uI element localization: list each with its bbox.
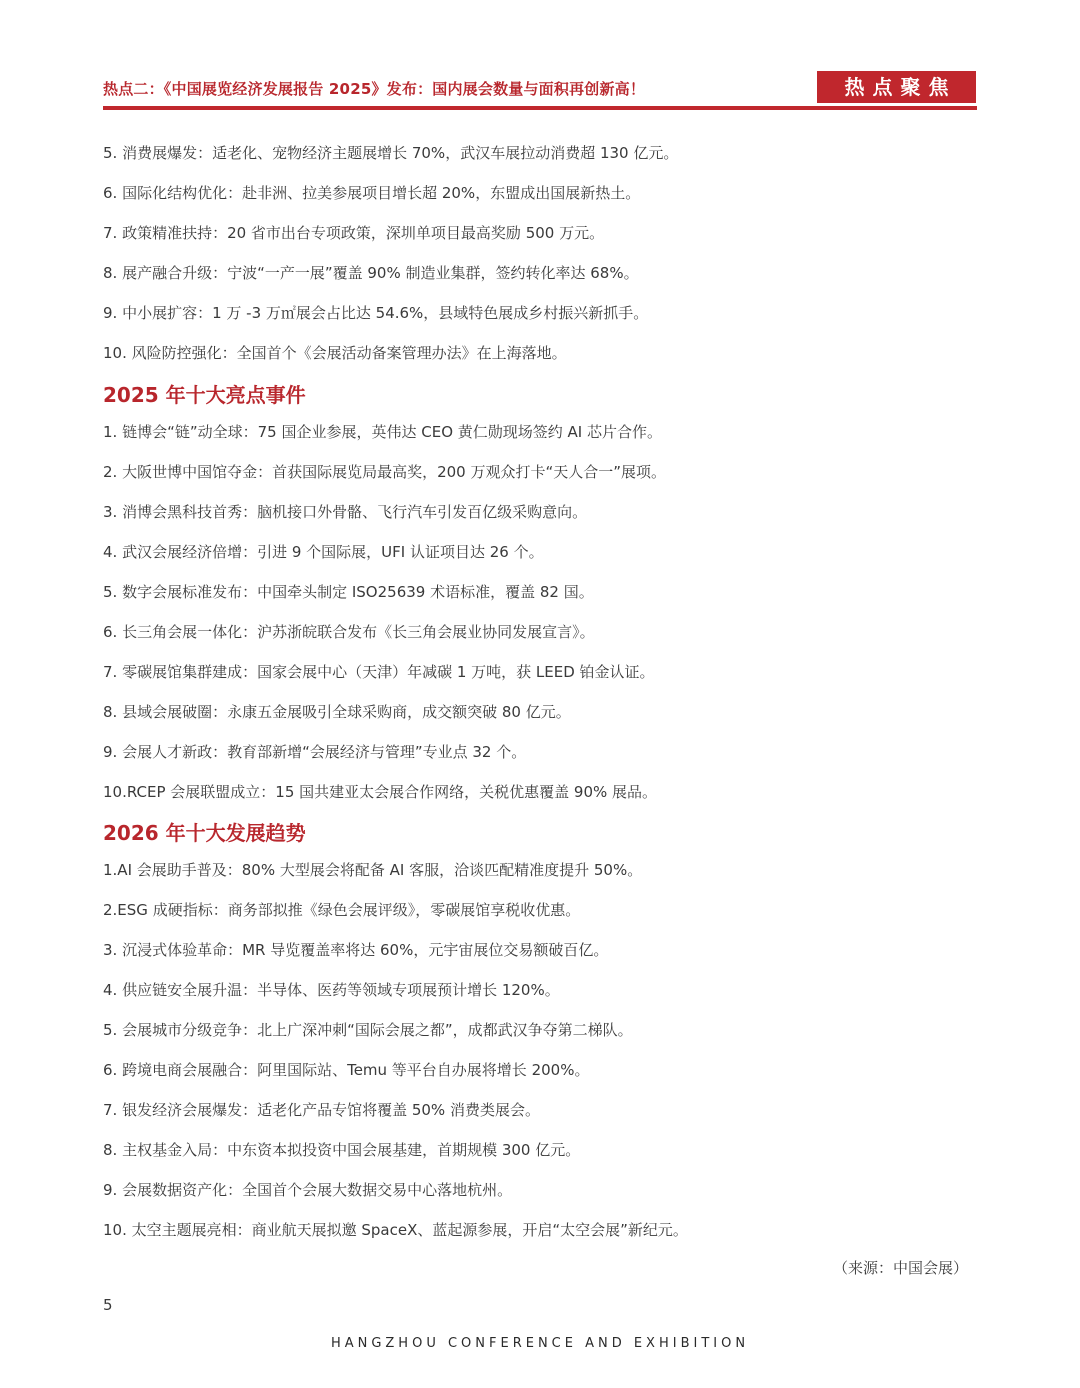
list-item: 8. 展产融合升级：宁波“一产一展”覆盖 90% 制造业集群，签约转化率达 68%。 xyxy=(103,264,639,282)
section-heading-2025: 2025 年十大亮点事件 xyxy=(103,383,306,407)
list-item: 6. 跨境电商会展融合：阿里国际站、Temu 等平台自办展将增长 200%。 xyxy=(103,1061,590,1079)
source-note: （来源：中国会展） xyxy=(832,1259,968,1277)
trends-2026-list xyxy=(103,850,983,1250)
list-item: 4. 供应链安全展升温：半导体、医药等领域专项展预计增长 120%。 xyxy=(103,981,560,999)
list-item: 5. 会展城市分级竞争：北上广深冲刺“国际会展之都”，成都武汉争夺第二梯队。 xyxy=(103,1021,633,1039)
page-number: 5 xyxy=(103,1296,113,1314)
section-heading-2026: 2026 年十大发展趋势 xyxy=(103,821,306,845)
list-item: 3. 消博会黑科技首秀：脑机接口外骨骼、飞行汽车引发百亿级采购意向。 xyxy=(103,503,588,521)
list-item: 5. 消费展爆发：适老化、宠物经济主题展增长 70%，武汉车展拉动消费超 130 亿元。 xyxy=(103,144,679,162)
list-item: 2. 大阪世博中国馆夺金：首获国际展览局最高奖，200 万观众打卡“天人合一”展项。 xyxy=(103,463,667,481)
highlights-2025-list xyxy=(103,412,983,812)
list-item: 4. 武汉会展经济倍增：引进 9 个国际展，UFI 认证项目达 26 个。 xyxy=(103,543,544,561)
list-item: 7. 银发经济会展爆发：适老化产品专馆将覆盖 50% 消费类展会。 xyxy=(103,1101,540,1119)
section-badge: 热点聚焦 xyxy=(817,71,976,103)
list-item: 10.RCEP 会展联盟成立：15 国共建亚太会展合作网络，关税优惠覆盖 90% 展品。 xyxy=(103,783,658,801)
list-item: 5. 数字会展标准发布：中国牵头制定 ISO25639 术语标准，覆盖 82 国。 xyxy=(103,583,594,601)
list-item: 3. 沉浸式体验革命：MR 导览覆盖率将达 60%，元宇宙展位交易额破百亿。 xyxy=(103,941,609,959)
list-item: 9. 会展数据资产化：全国首个会展大数据交易中心落地杭州。 xyxy=(103,1181,513,1199)
list-item: 6. 国际化结构优化：赴非洲、拉美参展项目增长超 20%，东盟成出国展新热土。 xyxy=(103,184,641,202)
list-item: 9. 中小展扩容：1 万 -3 万㎡展会占比达 54.6%，县域特色展成乡村振兴新抓手。 xyxy=(103,304,649,322)
header-divider xyxy=(103,106,977,110)
list-item: 2.ESG 成硬指标：商务部拟推《绿色会展评级》，零碳展馆享税收优惠。 xyxy=(103,901,581,919)
list-item: 1. 链博会“链”动全球：75 国企业参展，英伟达 CEO 黄仁勋现场签约 AI 芯片合作。 xyxy=(103,423,662,441)
footer-text: HANGZHOU CONFERENCE AND EXHIBITION xyxy=(330,1336,750,1351)
list-item: 6. 长三角会展一体化：沪苏浙皖联合发布《长三角会展业协同发展宣言》。 xyxy=(103,623,595,641)
list-item: 8. 县域会展破圈：永康五金展吸引全球采购商，成交额突破 80 亿元。 xyxy=(103,703,571,721)
list-item: 7. 零碳展馆集群建成：国家会展中心（天津）年减碳 1 万吨，获 LEED 铂金认证。 xyxy=(103,663,655,681)
continued-list xyxy=(103,133,983,373)
list-item: 1.AI 会展助手普及：80% 大型展会将配备 AI 客服，洽谈匹配精准度提升 50%。 xyxy=(103,861,643,879)
list-item: 10. 风险防控强化：全国首个《会展活动备案管理办法》在上海落地。 xyxy=(103,344,567,362)
list-item: 8. 主权基金入局：中东资本拟投资中国会展基建，首期规模 300 亿元。 xyxy=(103,1141,581,1159)
list-item: 7. 政策精准扶持：20 省市出台专项政策，深圳单项目最高奖励 500 万元。 xyxy=(103,224,605,242)
list-item: 10. 太空主题展亮相：商业航天展拟邀 SpaceX、蓝起源参展，开启“太空会展”新纪元。 xyxy=(103,1221,688,1239)
header-title: 热点二：《中国展览经济发展报告 2025》发布：国内展会数量与面积再创新高！ xyxy=(103,80,646,98)
list-item: 9. 会展人才新政：教育部新增“会展经济与管理”专业点 32 个。 xyxy=(103,743,527,761)
